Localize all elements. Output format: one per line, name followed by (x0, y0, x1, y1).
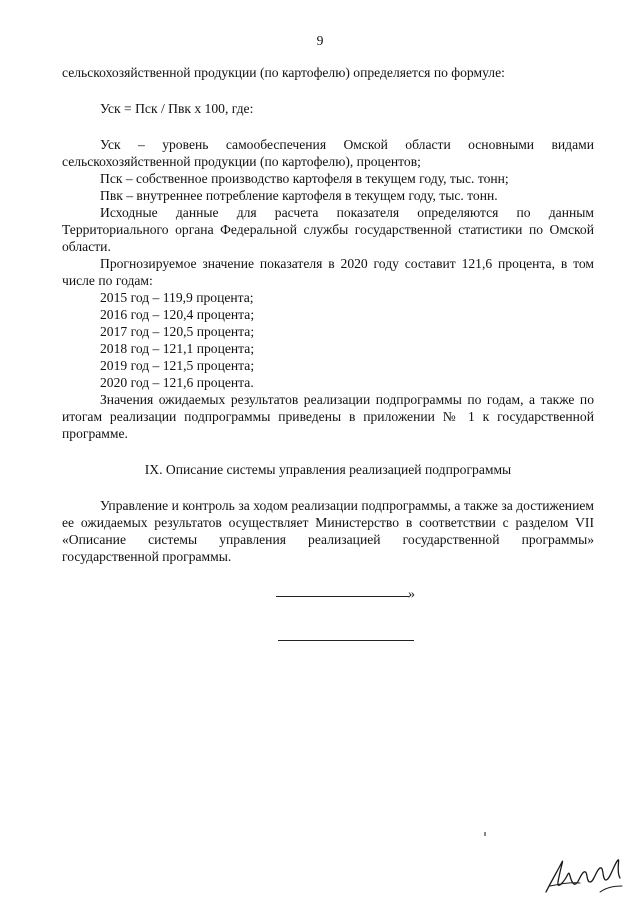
definition-psk: Пск – собственное производство картофеля в текущем году, тыс. тонн; (100, 171, 509, 186)
year-line: 2015 год – 119,9 процента; (100, 290, 254, 305)
year-line: 2020 год – 121,6 процента. (100, 375, 254, 390)
closing-quote-mark: » (408, 587, 415, 602)
document-body (62, 64, 594, 565)
intro-line: сельскохозяйственной продукции (по картофелю) определяется по формуле: (62, 65, 505, 80)
year-line: 2019 год – 121,5 процента; (100, 358, 255, 373)
section-ix-paragraph: Управление и контроль за ходом реализации подпрограммы, а также за достижением ее ожидаемых результатов осуществляет Министерство в соответствии с разделом VII «Описание системы управления реализацией государственной программы» государственной программы. (62, 498, 594, 564)
year-line: 2017 год – 120,5 процента; (100, 324, 255, 339)
scan-mark (484, 832, 486, 836)
year-line: 2016 год – 120,4 процента; (100, 307, 255, 322)
definitions-block (62, 136, 594, 442)
closing-underline-second (278, 640, 414, 641)
year-line: 2018 год – 121,1 процента; (100, 341, 255, 356)
source-paragraph: Исходные данные для расчета показателя определяются по данным Территориального органа Федеральной службы государственной статистики по Омской области. (62, 205, 594, 254)
formula: Уск = Пск / Пвк х 100, где: (100, 101, 254, 116)
definition-usk: Уск – уровень самообеспечения Омской области основными видами сельскохозяйственной продукции (по картофелю), процентов; (62, 137, 594, 169)
handwritten-signature-icon (540, 852, 630, 900)
definition-pvk: Пвк – внутреннее потребление картофеля в текущем году, тыс. тонн. (100, 188, 498, 203)
results-paragraph: Значения ожидаемых результатов реализации подпрограммы по годам, а также по итогам реализации подпрограммы приведены в приложении № 1 к государственной программе. (62, 392, 594, 441)
page-number: 9 (316, 33, 324, 48)
forecast-paragraph: Прогнозируемое значение показателя в 2020 году составит 121,6 процента, в том числе по годам: (62, 256, 594, 288)
section-ix-heading: IX. Описание системы управления реализацией подпрограммы (144, 462, 512, 477)
closing-underline (276, 596, 409, 597)
